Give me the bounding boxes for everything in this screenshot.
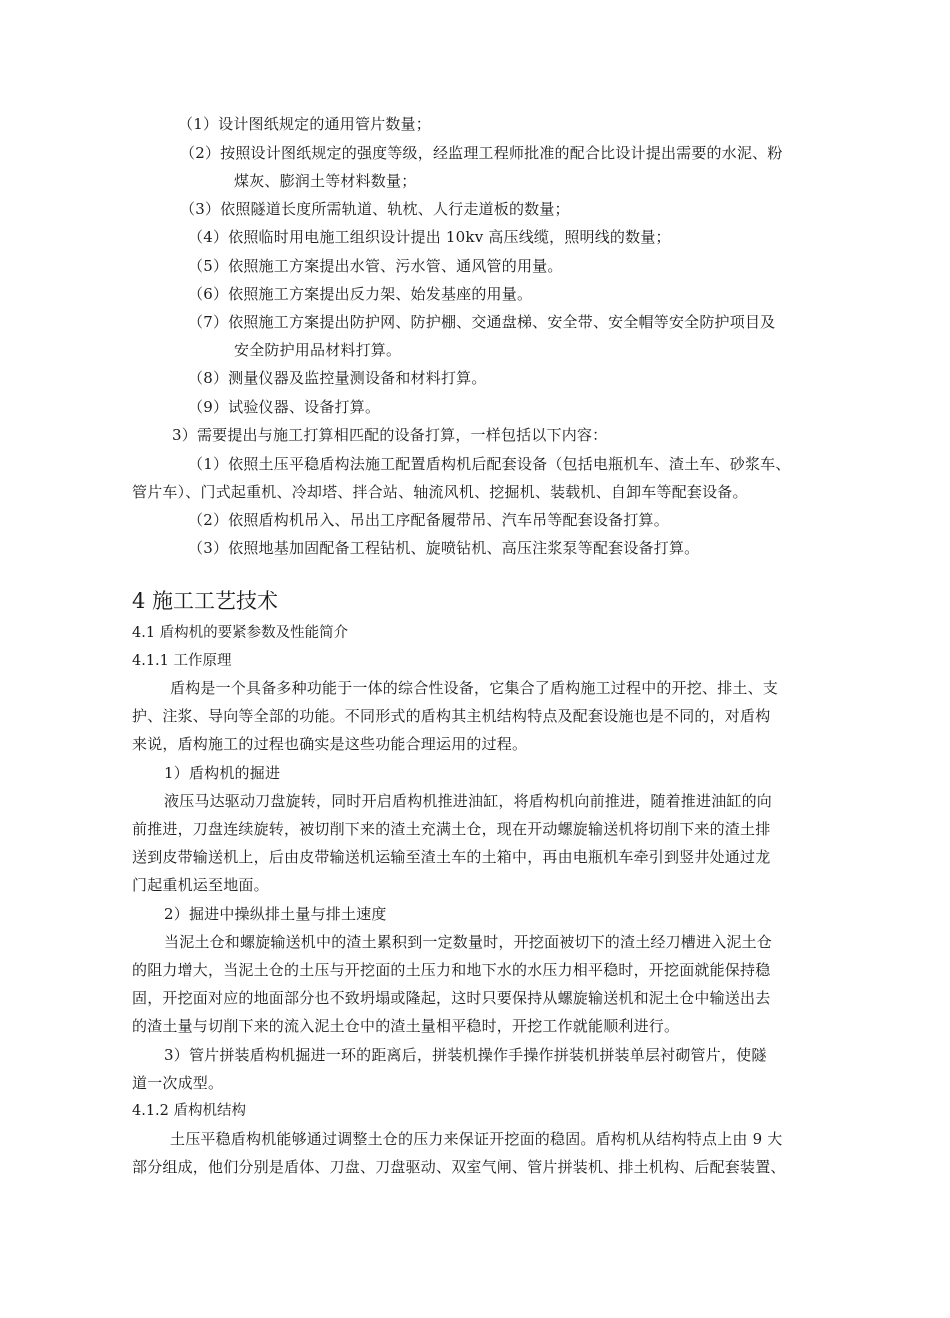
list-item: （6）依照施工方案提出反力架、始发基座的用量。 — [188, 285, 533, 303]
subsubsection-heading: 4.1.1 工作原理 — [132, 653, 232, 669]
list-item: （2）依照盾构机吊入、吊出工序配备履带吊、汽车吊等配套设备打算。 — [188, 511, 669, 529]
list-item: （4）依照临时用电施工组织设计提出 10kv 高压线缆，照明线的数量； — [188, 228, 671, 246]
list-item: （5）依照施工方案提出水管、污水管、通风管的用量。 — [188, 257, 563, 275]
subsection-heading: 4.1 盾构机的要紧参数及性能简介 — [132, 625, 349, 641]
list-item-continuation: 煤灰、膨润土等材料数量； — [234, 172, 417, 190]
paragraph-line: 来说，盾构施工的过程也确实是这些功能合理运用的过程。 — [132, 735, 528, 753]
paragraph-line: 盾构是一个具备多种功能于一体的综合性设备，它集合了盾构施工过程中的开挖、排土、支 — [170, 679, 779, 697]
list-item: （3）依照地基加固配备工程钻机、旋喷钻机、高压注浆泵等配套设备打算。 — [188, 539, 700, 557]
paragraph-line: 当泥土仓和螺旋输送机中的渣土累积到一定数量时，开挖面被切下的渣土经刀槽进入泥土仓 — [164, 933, 773, 951]
subsubsection-heading: 4.1.2 盾构机结构 — [132, 1103, 247, 1119]
list-item: （8）测量仪器及监控量测设备和材料打算。 — [188, 369, 487, 387]
list-item: （9）试验仪器、设备打算。 — [188, 398, 381, 416]
paragraph-line: 液压马达驱动刀盘旋转，同时开启盾构机推进油缸，将盾构机向前推进，随着推进油缸的向 — [164, 792, 773, 810]
paragraph-line: 送到皮带输送机上，后由皮带输送机运输至渣土车的土箱中，再由电瓶机车牵引到竖井处通过龙 — [132, 848, 771, 866]
paragraph-line: 护、注浆、导向等全部的功能。不同形式的盾构其主机结构特点及配套设施也是不同的，对盾构 — [132, 707, 771, 725]
list-item-continuation: 安全防护用品材料打算。 — [234, 341, 402, 359]
paragraph-line: 道一次成型。 — [132, 1074, 224, 1092]
paragraph-line: 门起重机运至地面。 — [132, 876, 269, 894]
step-heading: 2）掘进中操纵排土量与排土速度 — [164, 905, 387, 923]
paragraph-line: 的渣土量与切削下来的流入泥土仓中的渣土量相平稳时，开挖工作就能顺利进行。 — [132, 1017, 680, 1035]
paragraph-line: 前推进，刀盘连续旋转，被切削下来的渣土充满土仓，现在开动螺旋输送机将切削下来的渣土排 — [132, 820, 771, 838]
section-heading: 4 施工工艺技术 — [132, 589, 279, 613]
list-item: （1）设计图纸规定的通用管片数量； — [178, 115, 431, 133]
list-item: （7）依照施工方案提出防护网、防护棚、交通盘梯、安全带、安全帽等安全防护项目及 — [188, 313, 776, 331]
item-heading: 3）需要提出与施工打算相匹配的设备打算，一样包括以下内容： — [172, 426, 608, 444]
paragraph-line: 部分组成，他们分别是盾体、刀盘、刀盘驱动、双室气闸、管片拼装机、排土机构、后配套装置、 — [132, 1158, 786, 1176]
paragraph-line: 固，开挖面对应的地面部分也不致坍塌或隆起，这时只要保持从螺旋输送机和泥土仓中输送出去 — [132, 989, 771, 1007]
paragraph-line: 3）管片拼装盾构机掘进一环的距离后，拼装机操作手操作拼装机拼装单层衬砌管片，使隧 — [164, 1046, 767, 1064]
list-item: （2）按照设计图纸规定的强度等级，经监理工程师批准的配合比设计提出需要的水泥、粉 — [180, 144, 783, 162]
paragraph-line: 土压平稳盾构机能够通过调整土仓的压力来保证开挖面的稳固。盾构机从结构特点上由 9 大 — [170, 1130, 783, 1148]
list-item-continuation: 管片车）、门式起重机、冷却塔、拌合站、轴流风机、挖掘机、装载机、自卸车等配套设备。 — [132, 483, 748, 501]
step-heading: 1）盾构机的掘进 — [164, 764, 281, 782]
list-item: （3）依照隧道长度所需轨道、轨枕、人行走道板的数量； — [180, 200, 570, 218]
list-item: （1）依照土压平稳盾构法施工配置盾构机后配套设备（包括电瓶机车、渣土车、砂浆车、 — [188, 455, 791, 473]
paragraph-line: 的阻力增大，当泥土仓的土压与开挖面的土压力和地下水的水压力相平稳时，开挖面就能保持稳 — [132, 961, 771, 979]
